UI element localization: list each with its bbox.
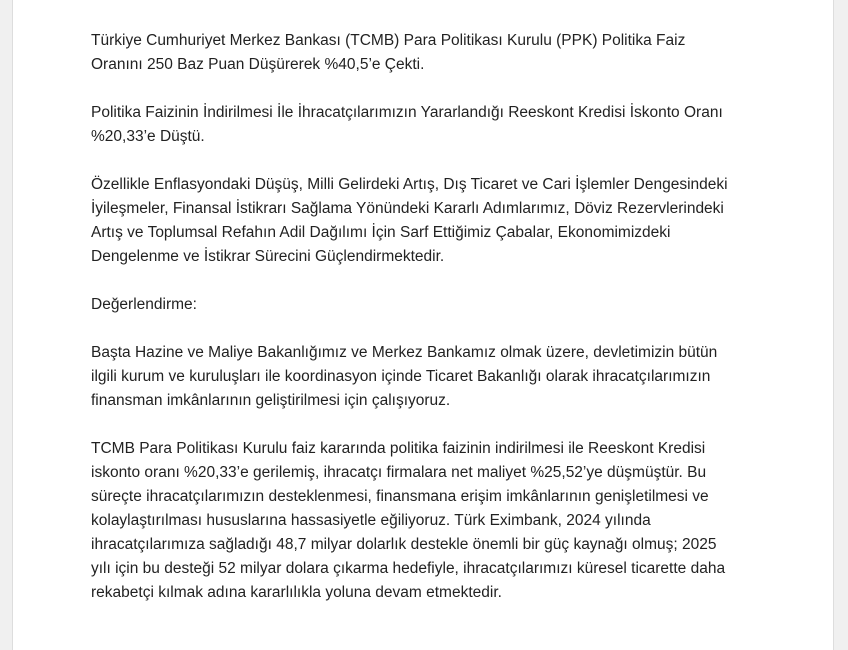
paragraph-coordination: Başta Hazine ve Maliye Bakanlığımız ve Merkez Bankamız olmak üzere, devletimizin bütün ilgili kurum ve kuruluşları ile koordinasyon içinde Ticaret Bakanlığı olarak ihracatçılarımızın finansman imkânlarının geliştirilmesi için çalışıyoruz. xyxy=(91,344,718,409)
paragraph-ppk-rate-cut: Türkiye Cumhuriyet Merkez Bankası (TCMB) Para Politikası Kurulu (PPK) Politika Faiz Oranını 250 Baz Puan Düşürerek %40,5’e Çekti. xyxy=(91,32,686,73)
paragraph-evaluation-heading: Değerlendirme: xyxy=(91,296,197,313)
paragraph-rediscount-rate: Politika Faizinin İndirilmesi İle İhracatçılarımızın Yararlandığı Reeskont Kredisi İskonto Oranı %20,33’e Düştü. xyxy=(91,104,723,145)
paragraph-economic-stability: Özellikle Enflasyondaki Düşüş, Milli Gelirdeki Artış, Dış Ticaret ve Cari İşlemler Dengesindeki İyileşmeler, Finansal İstikrarı Sağlama Yönündeki Kararlı Adımlarımız, Döviz Rezervlerindeki Artış ve Toplumsal Refahın Adil Dağılımı İçin Sarf Ettiğimiz Çabalar, Ekonomimizdeki Dengelenme ve İstikrar Sürecini Güçlendirmektedir. xyxy=(91,176,728,265)
document-page xyxy=(12,0,834,650)
article-body xyxy=(91,29,731,629)
paragraph-eximbank-support: TCMB Para Politikası Kurulu faiz kararında politika faizinin indirilmesi ile Reeskont Kredisi iskonto oranı %20,33’e gerilemiş, ihracatçı firmalara net maliyet %25,52’ye düşmüştür. Bu süreçte ihracatçılarımızın desteklenmesi, finansmana erişim imkânlarının genişletilmesi ve kolaylaştırılması hususlarına hassasiyetle eğiliyoruz. Türk Eximbank, 2024 yılında ihracatçılarımıza sağladığı 48,7 milyar dolarlık destekle önemli bir güç kaynağı olmuş; 2025 yılı için bu desteği 52 milyar dolara çıkarma hedefiyle, ihracatçılarımızı küresel ticarette daha rekabetçi kılmak adına kararlılıkla yoluna devam etmektedir. xyxy=(91,440,726,601)
